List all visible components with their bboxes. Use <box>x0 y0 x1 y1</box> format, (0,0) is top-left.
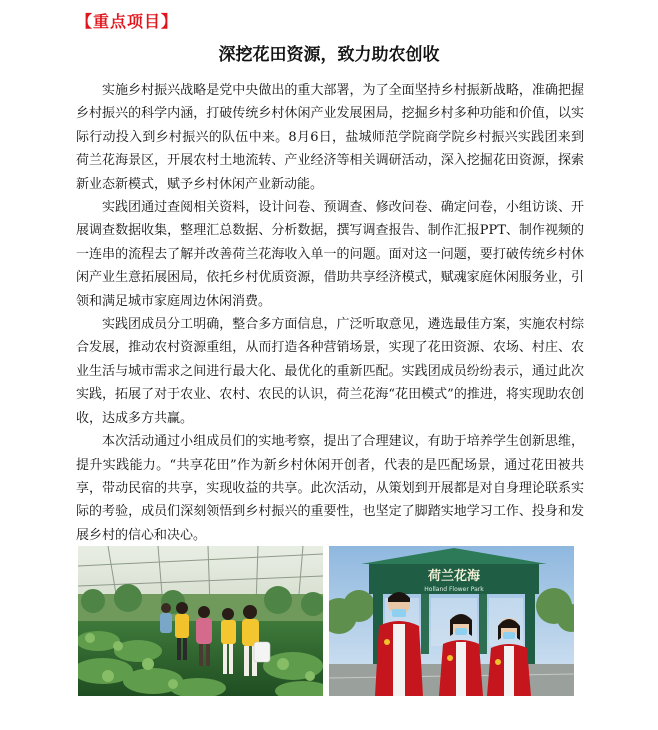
park-gate-photo <box>329 546 574 696</box>
greenhouse-photo-illustration <box>78 546 323 696</box>
section-tag: 【重点项目】 <box>76 12 179 31</box>
gate-sign-subtext: Holland Flower Park <box>424 586 484 593</box>
paragraph: 实践团通过查阅相关资料，设计问卷、预调查、修改问卷、确定问卷，小组访谈、开展调查数据收集，整理汇总数据、分析数据，撰写调查报告、制作汇报PPT、制作视频的一连串的流程去了解并改善荷兰花海收入单一的问题。面对这一问题，要打破传统乡村休闲产业生意拓展困局，依托乡村优质资源，借助共享经济模式，赋魂家庭休闲服务业，引领和满足城市家庭周边休闲消费。 <box>76 200 584 309</box>
paragraph: 实践团成员分工明确，整合多方面信息，广泛听取意见，遴选最佳方案，实施农村综合发展，推动农村资源重组，从而打造各种营销场景，实现了花田资源、农场、村庄、农业生活与城市需求之间进行最大化、最优化的重新匹配。实践团成员纷纷表示，通过此次实践，拓展了对于农业、农村、农民的认识，荷兰花海“花田模式”的推进，将实现助农创收，达成多方共赢。 <box>76 317 584 426</box>
paragraph: 实施乡村振兴战略是党中央做出的重大部署，为了全面坚持乡村振新战略，准确把握乡村振兴的科学内涵，打破传统乡村休闲产业发展困局，挖掘乡村多种功能和价值，以实际行动投入到乡村振兴的队伍中来。8月6日，盐城师范学院商学院乡村振兴实践团来到荷兰花海景区，开展农村土地流转、产业经济等相关调研活动，深入挖掘花田资源，探索新业态新模式，赋予乡村休闲产业新动能。 <box>76 83 584 192</box>
paragraph: 本次活动通过小组成员们的实地考察，提出了合理建议，有助于培养学生创新思维，提升实践能力。“共享花田”作为新乡村休闲开创者，代表的是匹配场景，通过花田被共享，带动民宿的共享，实现收益的共享。此次活动，从策划到开展都是对自身理论联系实际的考验，成员们深刻领悟到乡村振兴的重要性，也坚定了脚踏实地学习工作、投身和发展乡村的信心和决心。 <box>76 434 584 543</box>
park-gate-photo-illustration <box>329 546 574 696</box>
gate-sign-text: 荷兰花海 <box>427 569 481 584</box>
article-title: 深挖花田资源，致力助农创收 <box>218 45 440 65</box>
greenhouse-photo <box>78 546 323 696</box>
article-body <box>76 79 584 547</box>
